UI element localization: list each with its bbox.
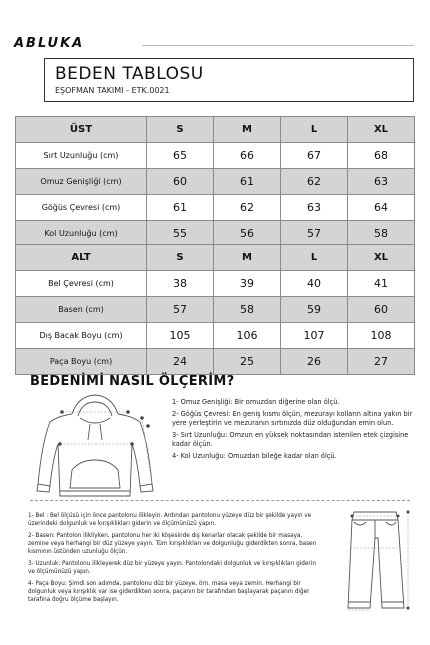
row-label: Bel Çevresi (cm) [16,271,147,297]
header-cell: M [214,117,281,143]
hoodie-illustration-icon [20,392,170,502]
size-value: 24 [147,349,214,375]
measure-section-title: BEDENİMİ NASIL ÖLÇERİM? [30,374,235,389]
table-row [16,349,415,375]
header-cell: M [214,245,281,271]
table-row [16,323,415,349]
table-row [16,195,415,221]
size-value: 64 [348,195,415,221]
size-value: 59 [281,297,348,323]
table-row [16,169,415,195]
header-cell: S [147,117,214,143]
top-size-table [15,116,415,247]
header-cell: ÜST [16,117,147,143]
note-sleeve-length: 4- Kol Uzunluğu: Omuzdan bileğe kadar olan ölçü. [172,452,337,460]
bottom-size-table [15,244,415,375]
size-value: 38 [147,271,214,297]
pants-illustration-icon [338,508,414,614]
size-value: 63 [281,195,348,221]
product-subtitle: EŞOFMAN TAKIMI - ETK.0021 [55,86,170,95]
size-value: 108 [348,323,415,349]
size-value: 68 [348,143,415,169]
note-hem-width: 4- Paça Boyu: Şimdi son adımda, pantolonu düz bir yüzeye, örn. masa veya zemin. Herhangi bir dolgunluk veya kırışıklık var ise giderdikten sonra, paçanın bir tarafından başlayarak paçanın diğer tarafına doğru ölçüme başlayın. [28,581,310,603]
title-box [44,58,414,102]
table-row [16,143,415,169]
header-cell: L [281,245,348,271]
size-value: 26 [281,349,348,375]
size-value: 66 [214,143,281,169]
page-title: BEDEN TABLOSU [55,64,204,84]
table-row [16,221,415,247]
size-value: 41 [348,271,415,297]
size-value: 63 [348,169,415,195]
header-divider [142,45,414,46]
top-measure-notes [172,398,420,464]
note-length: 3- Uzunluk: Pantolonu ilikleyerek düz bir yüzeye yayın. Pantolondaki dolgunluk ve kırışıklıkları giderin ve ölçümünüzü yapın. [28,561,316,575]
table-header-row [16,117,415,143]
note-hip: 2- Basen: Pantolon ilikliyken, pantolonu her iki köşesinde dış kenarlar olacak şekilde bir masaya, zemine veya herhangi bir düz yüzeye yayın. Tüm kırışıklıkları ve dolgunluğu giderdikten sonra, basen kısmının üstünden uzunluğu ölçün. [28,533,317,555]
size-value: 60 [147,169,214,195]
size-value: 57 [281,221,348,247]
header-cell: XL [348,245,415,271]
table-header-row [16,245,415,271]
header-cell: XL [348,117,415,143]
size-value: 58 [214,297,281,323]
row-label: Dış Bacak Boyu (cm) [16,323,147,349]
size-value: 55 [147,221,214,247]
size-value: 58 [348,221,415,247]
note-shoulder: 1- Omuz Genişliği: Bir omuzdan diğerine olan ölçü. [172,398,340,406]
size-value: 106 [214,323,281,349]
size-value: 60 [348,297,415,323]
header-cell: S [147,245,214,271]
brand-logo: ABLUKA [14,36,85,51]
row-label: Omuz Genişliği (cm) [16,169,147,195]
size-value: 27 [348,349,415,375]
size-value: 62 [214,195,281,221]
row-label: Paça Boyu (cm) [16,349,147,375]
size-value: 61 [214,169,281,195]
bottom-measure-notes [28,512,324,608]
size-value: 62 [281,169,348,195]
size-value: 40 [281,271,348,297]
size-value: 65 [147,143,214,169]
size-value: 39 [214,271,281,297]
row-label: Göğüs Çevresi (cm) [16,195,147,221]
size-value: 25 [214,349,281,375]
note-back-length: 3- Sırt Uzunluğu: Omzun en yüksek noktasından istenilen etek çizgisine kadar ölçün. [172,431,409,448]
size-value: 67 [281,143,348,169]
size-value: 57 [147,297,214,323]
size-value: 105 [147,323,214,349]
table-row [16,297,415,323]
header-cell: ALT [16,245,147,271]
row-label: Sırt Uzunluğu (cm) [16,143,147,169]
row-label: Basen (cm) [16,297,147,323]
note-chest: 2- Göğüs Çevresi: En geniş kısmı ölçün, mezurayı kolların altına yakın bir yere yerleştirin ve mezuranın sırtınızda düz olduğundan emin olun. [172,410,413,427]
row-label: Kol Uzunluğu (cm) [16,221,147,247]
section-divider [30,500,410,501]
size-value: 61 [147,195,214,221]
note-waist: 1- Bel : Bel ölçüsü için önce pantolonu ilikleyin. Ardından pantolonu yüzeye düz bir şekilde yayın ve üzerindeki dolgunluk ve kırışıklıkları giderin ve ölçümünüzü yapın. [28,513,312,527]
table-row [16,271,415,297]
header-cell: L [281,117,348,143]
size-value: 56 [214,221,281,247]
size-value: 107 [281,323,348,349]
